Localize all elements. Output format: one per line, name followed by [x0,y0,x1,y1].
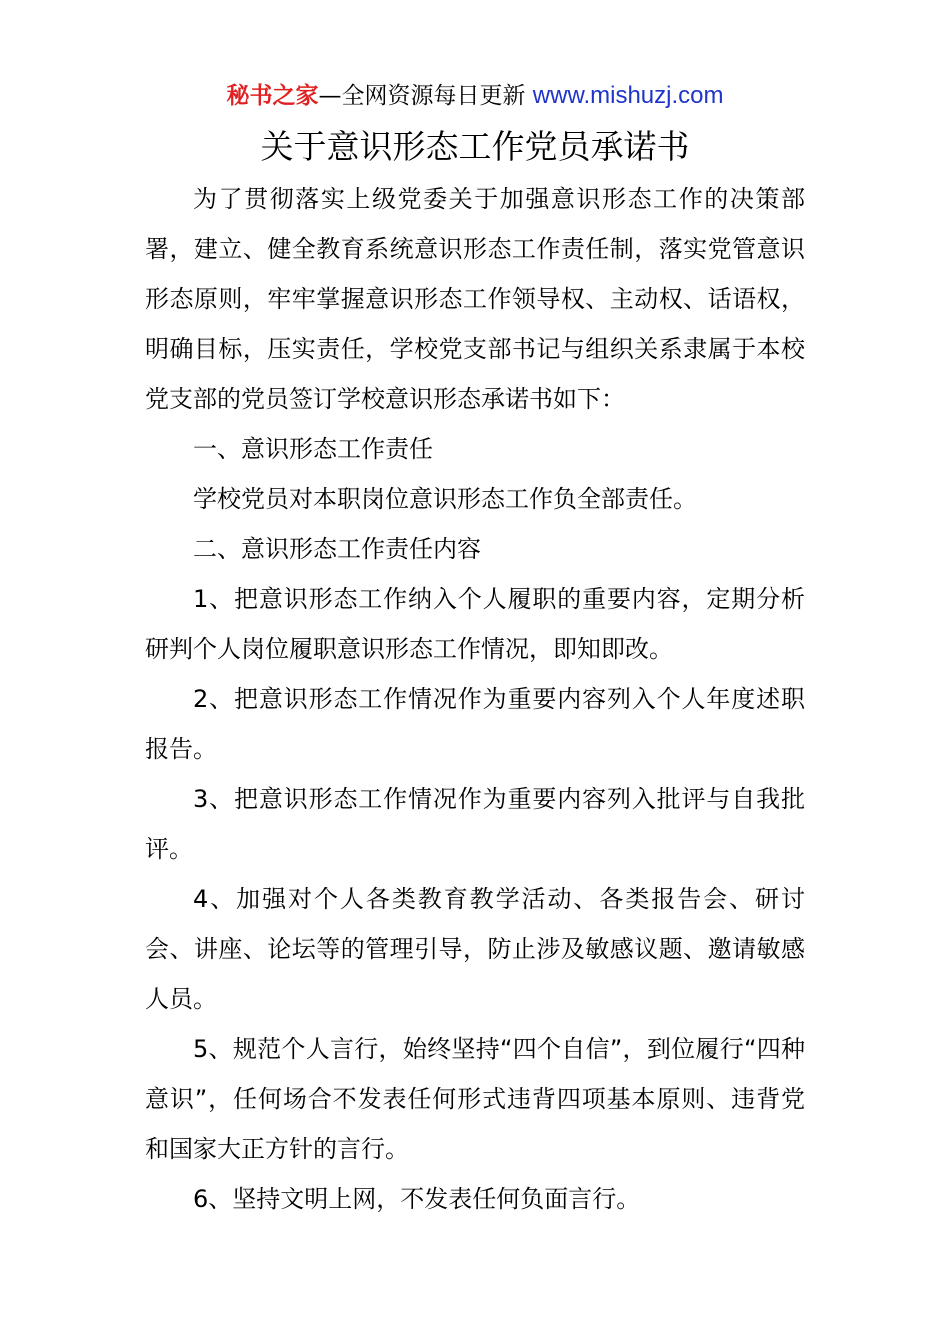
document-body [145,174,805,1224]
list-item-6: 6、坚持文明上网，不发表任何负面言行。 [193,1185,641,1213]
list-item-2: 2、把意识形态工作情况作为重要内容列入个人年度述职报告。 [145,685,805,763]
header-slogan: —全网资源每日更新 [318,83,533,109]
list-item-3: 3、把意识形态工作情况作为重要内容列入批评与自我批评。 [145,785,805,863]
document-title: 关于意识形态工作党员承诺书 [260,127,690,166]
intro-paragraph: 为了贯彻落实上级党委关于加强意识形态工作的决策部署，建立、健全教育系统意识形态工作责任制，落实党管意识形态原则，牢牢掌握意识形态工作领导权、主动权、话语权，明确目标，压实责任，学校党支部书记与组织关系隶属于本校党支部的党员签订学校意识形态承诺书如下： [145,185,805,413]
list-item-4: 4、加强对个人各类教育教学活动、各类报告会、研讨会、讲座、论坛等的管理引导，防止涉及敏感议题、邀请敏感人员。 [145,885,805,1013]
section-heading-2: 二、意识形态工作责任内容 [193,535,481,563]
site-header [0,80,950,112]
list-item-1: 1、把意识形态工作纳入个人履职的重要内容，定期分析研判个人岗位履职意识形态工作情况，即知即改。 [145,585,805,663]
list-item-5: 5、规范个人言行，始终坚持“四个自信”，到位履行“四种意识”，任何场合不发表任何形式违背四项基本原则、违背党和国家大正方针的言行。 [145,1035,805,1163]
paragraph: 学校党员对本职岗位意识形态工作负全部责任。 [193,485,697,513]
site-url-link[interactable]: www.mishuzj.com [532,82,724,109]
brand-name: 秘书之家 [226,83,319,109]
section-heading-1: 一、意识形态工作责任 [193,435,433,463]
